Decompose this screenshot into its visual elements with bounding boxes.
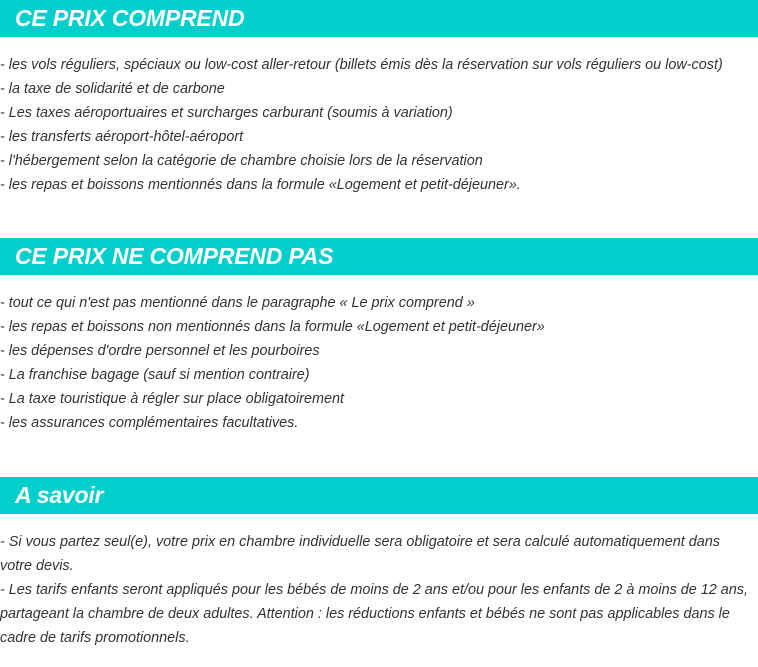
list-item: - Si vous partez seul(e), votre prix en chambre individuelle sera obligatoire et sera calculé automatiquement dans votre devis. (0, 534, 720, 574)
section-header (0, 477, 758, 514)
list-item: - Les tarifs enfants seront appliqués pour les bébés de moins de 2 ans et/ou pour les enfants de 2 à moins de 12 ans, partageant la chambre de deux adultes. Attention : les réductions enfants et bébés ne sont pas applicables dans le cadre de tarifs promotionnels. (0, 582, 748, 646)
list-item: - les assurances complémentaires facultatives. (0, 415, 299, 431)
section-price-excludes (0, 238, 758, 435)
section-title: A savoir (15, 482, 104, 508)
good-to-know-list (0, 530, 758, 650)
list-item: - l'hébergement selon la catégorie de chambre choisie lors de la réservation (0, 153, 483, 169)
list-item: - les repas et boissons non mentionnés dans la formule «Logement et petit-déjeuner» (0, 319, 545, 335)
section-good-to-know (0, 477, 758, 650)
list-item: - La taxe touristique à régler sur place obligatoirement (0, 391, 344, 407)
list-item: - La franchise bagage (sauf si mention contraire) (0, 367, 310, 383)
list-item: - les vols réguliers, spéciaux ou low-cost aller-retour (billets émis dès la réservation sur vols réguliers ou low-cost) (0, 57, 723, 73)
includes-list (0, 53, 758, 197)
list-item: - tout ce qui n'est pas mentionné dans le paragraphe « Le prix comprend » (0, 295, 475, 311)
section-price-includes (0, 0, 758, 197)
section-title: CE PRIX NE COMPREND PAS (15, 243, 334, 269)
section-header (0, 238, 758, 275)
list-item: - les repas et boissons mentionnés dans la formule «Logement et petit-déjeuner». (0, 177, 521, 193)
section-title: CE PRIX COMPREND (15, 5, 245, 31)
list-item: - Les taxes aéroportuaires et surcharges carburant (soumis à variation) (0, 105, 453, 121)
section-header (0, 0, 758, 37)
excludes-list (0, 291, 758, 435)
list-item: - les transferts aéroport-hôtel-aéroport (0, 129, 244, 145)
list-item: - la taxe de solidarité et de carbone (0, 81, 225, 97)
list-item: - les dépenses d'ordre personnel et les pourboires (0, 343, 320, 359)
